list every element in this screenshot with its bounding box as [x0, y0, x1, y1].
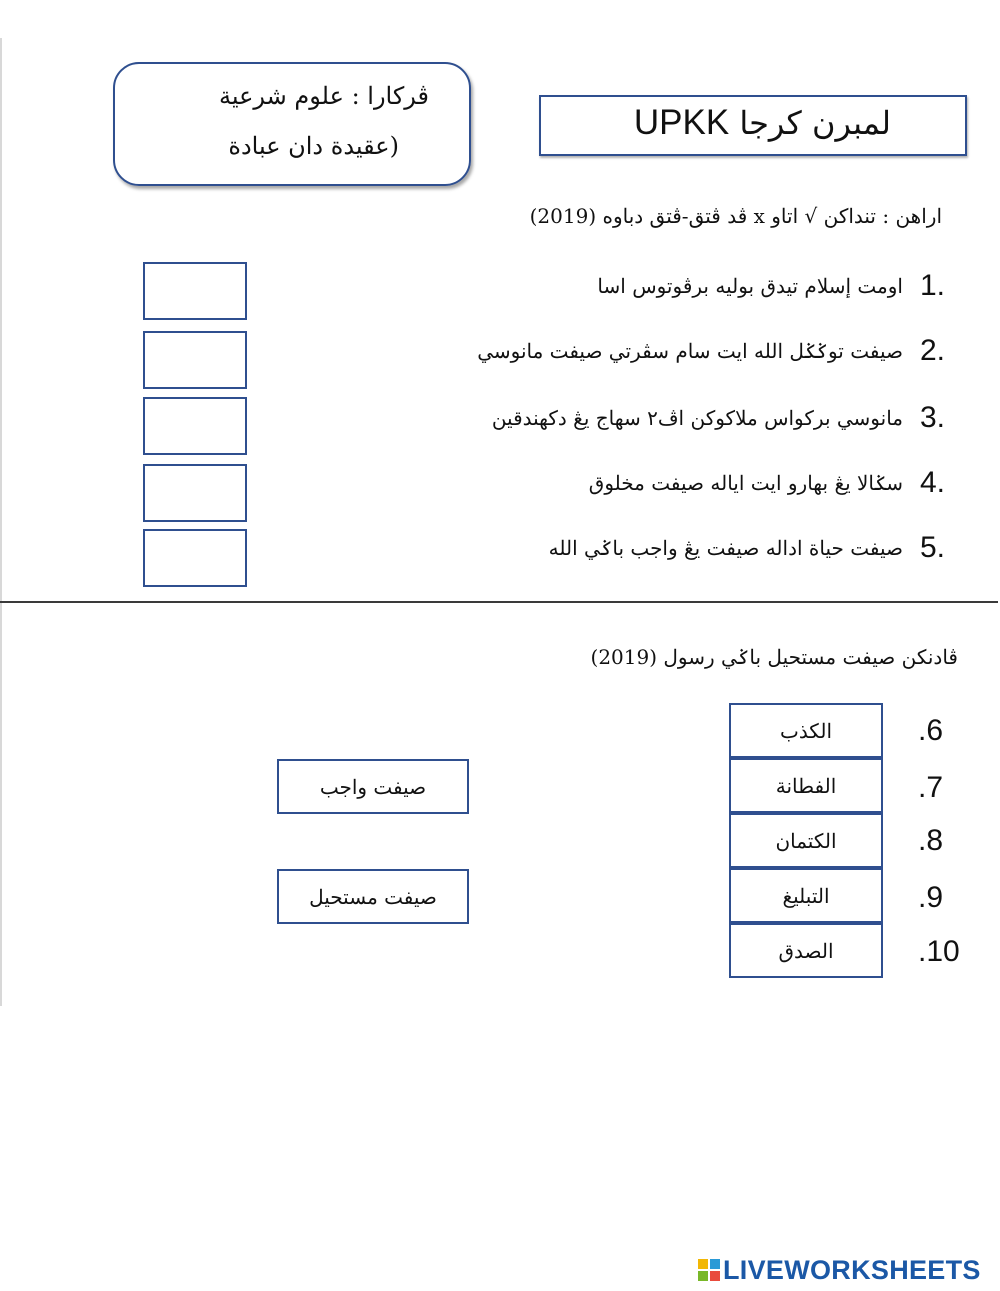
term-box-9[interactable]: [729, 868, 883, 923]
term-box-8[interactable]: [729, 813, 883, 868]
term-number: .10: [918, 935, 960, 968]
subject-line-1: ڤركارا : علوم شرعية: [219, 82, 429, 110]
section2-instruction: ڤادنكن صيفت مستحيل باݢي رسول (2019): [590, 645, 958, 669]
term-label: التبليغ: [782, 883, 830, 908]
question-row: [300, 398, 945, 438]
category-label: صيفت واجب: [319, 774, 427, 799]
title-arabic: لمبرن كرجا: [739, 104, 891, 142]
answer-box-4[interactable]: [143, 464, 247, 522]
term-box-7[interactable]: [729, 758, 883, 813]
term-box-10[interactable]: [729, 923, 883, 978]
question-row: [300, 528, 945, 568]
term-number: .6: [918, 714, 944, 747]
question-number: 4.: [919, 466, 945, 499]
category-box-wajib[interactable]: [277, 759, 469, 814]
question-text: مانوسي بركواس ملاكوكن اڤ٢ سهاج يڠ دكهندقين: [491, 406, 903, 430]
question-text: اومت إسلام تيدق بوليه برڤوتوس اسا: [597, 274, 903, 298]
term-number: .9: [918, 881, 944, 914]
brand-text: LIVEWORKSHEETS: [723, 1254, 981, 1285]
title-latin: UPKK: [633, 103, 730, 142]
left-margin-line: [0, 38, 2, 1006]
subject-line-2: (عقيدة دان عبادة: [228, 132, 399, 160]
term-label: الفطانة: [775, 773, 837, 798]
term-label: الكذب: [779, 718, 833, 743]
question-number: 5.: [919, 531, 945, 564]
answer-box-3[interactable]: [143, 397, 247, 455]
question-text: صيفت حياة اداله صيفت يڠ واجب باݢي الله: [548, 536, 903, 560]
term-number: .8: [918, 824, 944, 857]
answer-box-2[interactable]: [143, 331, 247, 389]
question-row: [300, 266, 945, 306]
term-number: .7: [918, 771, 944, 804]
term-label: الكتمان: [775, 828, 837, 853]
section-divider: [0, 601, 998, 603]
answer-box-1[interactable]: [143, 262, 247, 320]
question-text: صيفت توݢݢل الله ايت سام سڤرتي صيفت مانوسي: [477, 339, 903, 363]
answer-box-5[interactable]: [143, 529, 247, 587]
brand-footer: [698, 1255, 981, 1285]
category-label: صيفت مستحيل: [309, 884, 437, 909]
question-number: 3.: [919, 401, 945, 434]
question-number: 1.: [919, 269, 945, 302]
category-box-mustahil[interactable]: [277, 869, 469, 924]
liveworksheets-logo-icon: [698, 1259, 720, 1281]
title-box: [539, 95, 967, 156]
subject-box: [113, 62, 471, 186]
term-label: الصدق: [778, 938, 834, 963]
page-title: [634, 103, 891, 143]
section1-instruction: اراهن : تنداكن √ اتاو x ڤد ڤتق-ڤتق دباوه (2019): [529, 204, 942, 228]
question-row: [300, 331, 945, 371]
question-number: 2.: [919, 334, 945, 367]
question-row: [300, 463, 945, 503]
question-text: سݢالا يڠ بهارو ايت اياله صيفت مخلوق: [588, 471, 903, 495]
term-box-6[interactable]: [729, 703, 883, 758]
